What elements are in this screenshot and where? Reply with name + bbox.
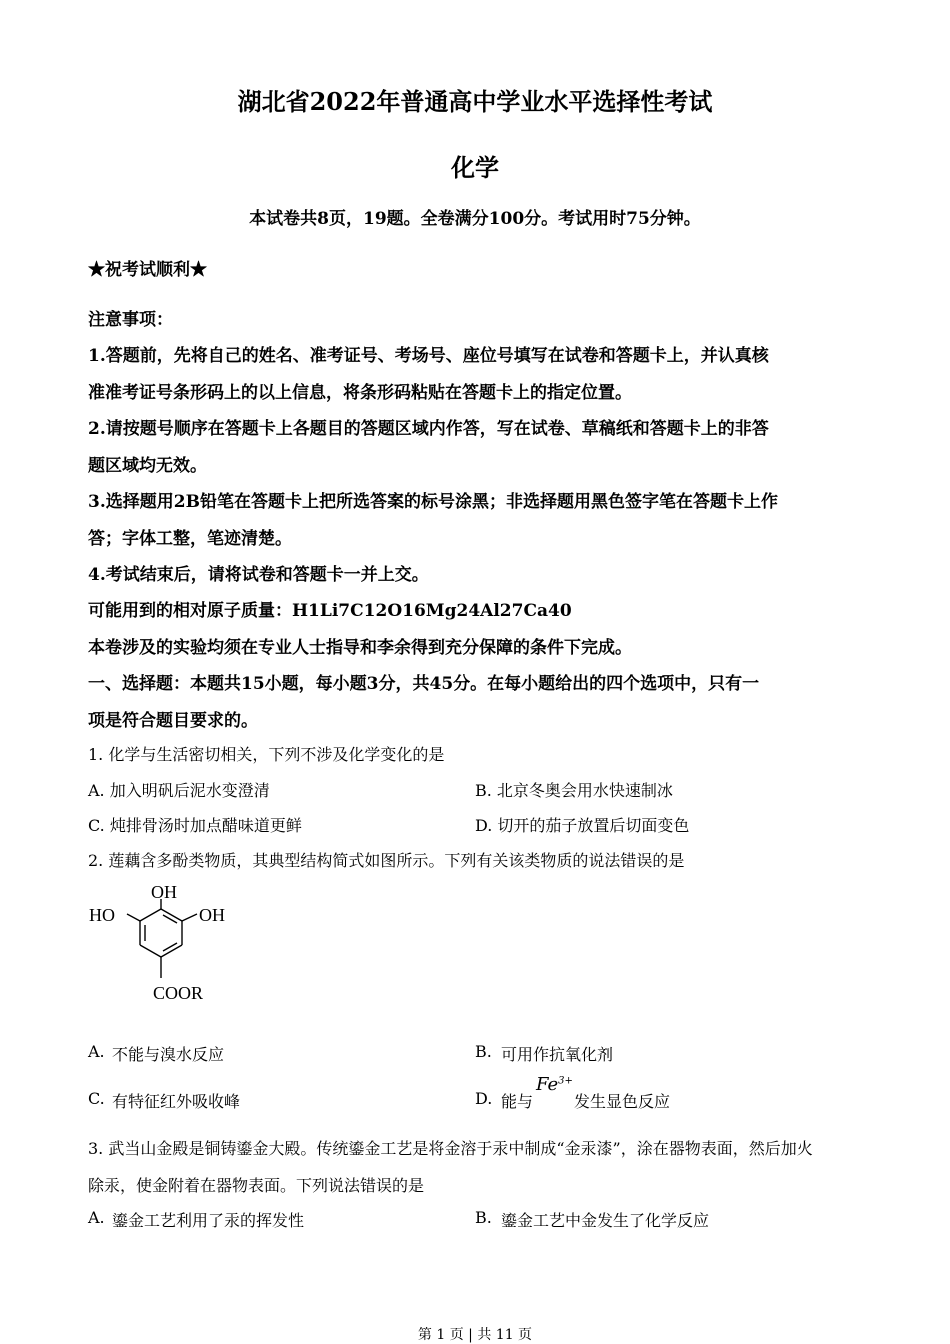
q3-option-b-label: B. xyxy=(475,1208,492,1227)
substituent-bonds xyxy=(127,899,197,978)
note-2-line-2: 题区域均无效。 xyxy=(88,456,207,476)
q2-option-d-label: D. xyxy=(475,1089,493,1108)
q1-option-a: A. 加入明矾后泥水变澄清 xyxy=(88,781,270,800)
note-4: 4.考试结束后，请将试卷和答题卡一并上交。 xyxy=(88,565,429,585)
note-3-line-2: 答；字体工整，笔迹清楚。 xyxy=(88,529,292,549)
question-1-stem: 1. 化学与生活密切相关，下列不涉及化学变化的是 xyxy=(88,745,445,764)
note-3-line-1: 3.选择题用2B铅笔在答题卡上把所选答案的标号涂黑；非选择题用黑色签字笔在答题卡上作 xyxy=(88,492,778,512)
section-1-heading-line-1: 一、选择题：本题共15小题，每小题3分，共45分。在每小题给出的四个选项中，只有一 xyxy=(88,674,760,694)
structure-bottom-coor: COOR xyxy=(153,983,204,1003)
q2-option-d-pre: 能与 xyxy=(501,1092,534,1111)
note-1-line-1: 1.答题前，先将自己的姓名、准考证号、考场号、座位号填写在试卷和答题卡上，并认真核 xyxy=(88,346,769,366)
q1-option-d: D. 切开的茄子放置后切面变色 xyxy=(475,816,690,835)
q1-option-c: C. 炖排骨汤时加点醋味道更鲜 xyxy=(88,816,302,835)
notes-heading: 注意事项： xyxy=(88,310,173,330)
subject-title: 化学 xyxy=(451,153,499,182)
note-2-line-1: 2.请按题号顺序在答题卡上各题目的答题区域内作答，写在试卷、草稿纸和答题卡上的非答 xyxy=(88,419,769,439)
blessing: ★祝考试顺利★ xyxy=(88,260,207,280)
ferric-ion-formula xyxy=(536,1074,573,1095)
benzene-ring xyxy=(140,909,182,957)
structure-left-ho: HO xyxy=(89,905,115,925)
q2-option-b-label: B. xyxy=(475,1042,492,1061)
section-1-heading-line-2: 项是符合题目要求的。 xyxy=(88,711,258,731)
atomic-mass-line: 可能用到的相对原子质量：H1Li7C12O16Mg24Al27Ca40 xyxy=(88,601,572,621)
q2-option-d-post: 发生显色反应 xyxy=(574,1092,671,1111)
q2-option-c-text: 有特征红外吸收峰 xyxy=(112,1092,241,1111)
safety-note: 本卷涉及的实验均须在专业人士指导和李余得到充分保障的条件下完成。 xyxy=(88,638,632,658)
q3-option-a-label: A. xyxy=(88,1208,105,1227)
structure-right-oh: OH xyxy=(199,905,225,925)
polyphenol-structure xyxy=(85,878,245,1008)
q2-option-c-label: C. xyxy=(88,1089,105,1108)
q2-option-a-text: 不能与溴水反应 xyxy=(112,1045,225,1064)
q2-option-b-text: 可用作抗氧化剂 xyxy=(501,1045,614,1064)
note-1-line-2: 准准考证号条形码上的以上信息，将条形码粘贴在答题卡上的指定位置。 xyxy=(88,383,632,403)
q2-option-a-label: A. xyxy=(88,1042,105,1061)
page-footer: 第 1 页 | 共 11 页 xyxy=(417,1327,533,1343)
q3-option-a-text: 鎏金工艺利用了汞的挥发性 xyxy=(112,1211,305,1230)
exam-info: 本试卷共8页，19题。全卷满分100分。考试用时75分钟。 xyxy=(249,209,701,229)
q1-option-b: B. 北京冬奥会用水快速制冰 xyxy=(475,781,673,800)
ferric-ion-charge: 3+ xyxy=(558,1075,573,1087)
q3-option-b-text: 鎏金工艺中金发生了化学反应 xyxy=(501,1211,710,1230)
exam-title: 湖北省2022年普通高中学业水平选择性考试 xyxy=(237,87,713,116)
question-3-stem-line-2: 除汞，使金附着在器物表面。下列说法错误的是 xyxy=(88,1176,425,1195)
question-3-stem-line-1: 3. 武当山金殿是铜铸鎏金大殿。传统鎏金工艺是将金溶于汞中制成“金汞漆”，涂在器物表面，然后加火 xyxy=(88,1139,813,1158)
structure-top-oh: OH xyxy=(151,882,177,902)
question-2-stem: 2. 莲藕含多酚类物质，其典型结构简式如图所示。下列有关该类物质的说法错误的是 xyxy=(88,851,685,870)
ferric-ion-symbol: Fe xyxy=(536,1074,559,1095)
